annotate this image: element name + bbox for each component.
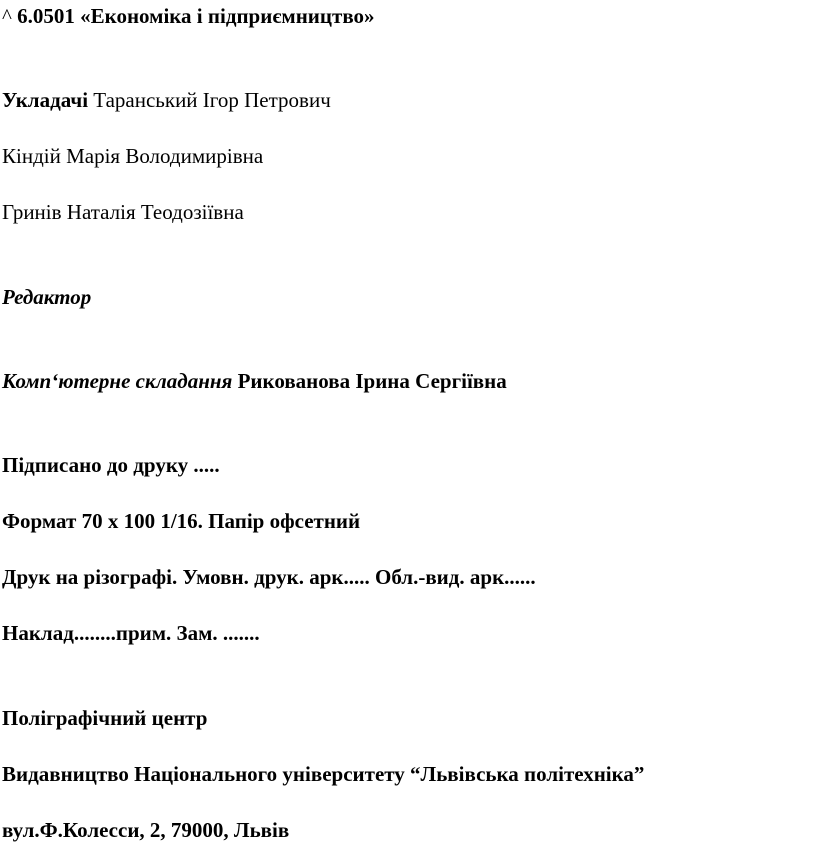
compilers-label: Укладачі [2, 88, 89, 112]
caret-mark: ^ [2, 4, 12, 28]
layout-credit-line [2, 369, 507, 393]
publishing-house: Видавництво Національного університету “Львівська політехніка” [2, 762, 645, 786]
compilers-line [2, 88, 331, 112]
layout-credit-label: Комп‘ютерне складання [2, 369, 233, 393]
editor-label: Редактор [2, 285, 92, 309]
compiler-name-2: Кіндій Марія Володимирівна [2, 144, 264, 168]
printing-center: Поліграфічний центр [2, 706, 208, 730]
specialty-line [2, 4, 375, 28]
signed-for-print: Підписано до друку ..... [2, 453, 220, 477]
run-line: Наклад........прим. Зам. ....... [2, 621, 260, 645]
layout-credit-name: Рикованова Ірина Сергіївна [237, 369, 507, 393]
address-line: вул.Ф.Колесси, 2, 79000, Львів [2, 818, 290, 842]
format-line: Формат 70 х 100 1/16. Папір офсетний [2, 509, 361, 533]
print-line: Друк на різографі. Умовн. друк. арк..... Обл.-вид. арк...... [2, 565, 536, 589]
compiler-name-3: Гринів Наталія Теодозіївна [2, 200, 244, 224]
compiler-name-1: Таранський Ігор Петрович [93, 88, 331, 112]
specialty-title: 6.0501 «Економіка і підприємництво» [17, 4, 375, 28]
